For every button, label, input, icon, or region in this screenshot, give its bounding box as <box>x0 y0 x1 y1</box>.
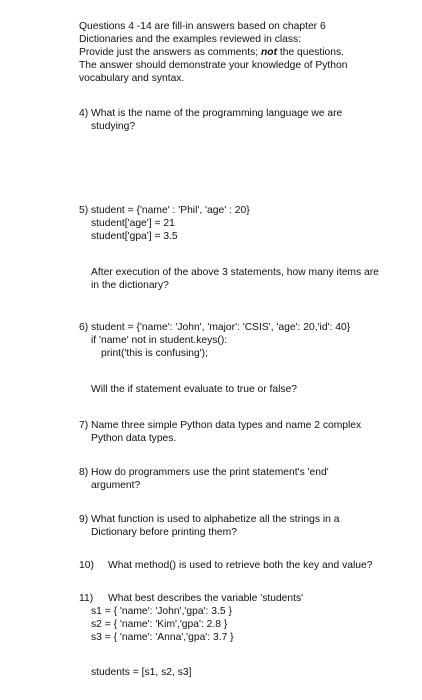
question-11-s3: s3 = { 'name': 'Anna','gpa': 3.7 } <box>91 632 234 643</box>
question-11-s1: s1 = { 'name': 'John','gpa': 3.5 } <box>91 606 232 617</box>
question-6-line-3: print('this is confusing'); <box>101 348 208 359</box>
intro-line-4: The answer should demonstrate your knowledge of Python <box>79 60 348 71</box>
intro-line-3-text: Provide just the answers as comments; <box>79 47 261 58</box>
question-6-line-4: Will the if statement evaluate to true or false? <box>91 384 298 395</box>
question-10-line-1: What method() is used to retrieve both the key and value? <box>108 560 373 571</box>
intro-line-3 <box>79 46 344 59</box>
question-5-line-3: student['gpa'] = 3.5 <box>91 231 178 242</box>
question-5-line-2: student['age'] = 21 <box>91 218 175 229</box>
intro-line-1: Questions 4 -14 are fill-in answers based on chapter 6 <box>79 21 326 32</box>
question-11-number: 11) <box>79 593 94 604</box>
question-6-line-1: 6) student = {'name': 'John', 'major': 'CSIS', 'age': 20,'id': 40} <box>79 322 351 333</box>
question-11-s2: s2 = { 'name': 'Kim','gpa': 2.8 } <box>91 619 228 630</box>
question-4-line-2: studying? <box>91 121 136 132</box>
question-11-students: students = [s1, s2, s3] <box>91 667 192 678</box>
question-7-line-2: Python data types. <box>91 433 177 444</box>
intro-line-2: Dictionaries and the examples reviewed in class: <box>79 34 302 45</box>
question-6-line-2: if 'name' not in student.keys(): <box>91 335 228 346</box>
question-8-line-1: 8) How do programmers use the print statement's 'end' <box>79 467 329 478</box>
question-11-line-1: What best describes the variable 'students' <box>108 593 304 604</box>
question-7-line-1: 7) Name three simple Python data types and name 2 complex <box>79 420 362 431</box>
question-10-number: 10) <box>79 560 94 571</box>
question-4-line-1: 4) What is the name of the programming language we are <box>79 108 343 119</box>
question-9-line-1: 9) What function is used to alphabetize all the strings in a <box>79 514 340 525</box>
question-5-line-5: in the dictionary? <box>91 280 169 291</box>
intro-emphasis-not: not <box>261 47 278 58</box>
question-5-line-1: 5) student = {'name' : 'Phil', 'age' : 20} <box>79 205 250 216</box>
question-8-line-2: argument? <box>91 480 141 491</box>
question-5-line-4: After execution of the above 3 statements, how many items are <box>91 267 379 278</box>
intro-line-3-tail: the questions. <box>277 47 344 58</box>
intro-line-5: vocabulary and syntax. <box>79 73 185 84</box>
question-9-line-2: Dictionary before printing them? <box>91 527 237 538</box>
